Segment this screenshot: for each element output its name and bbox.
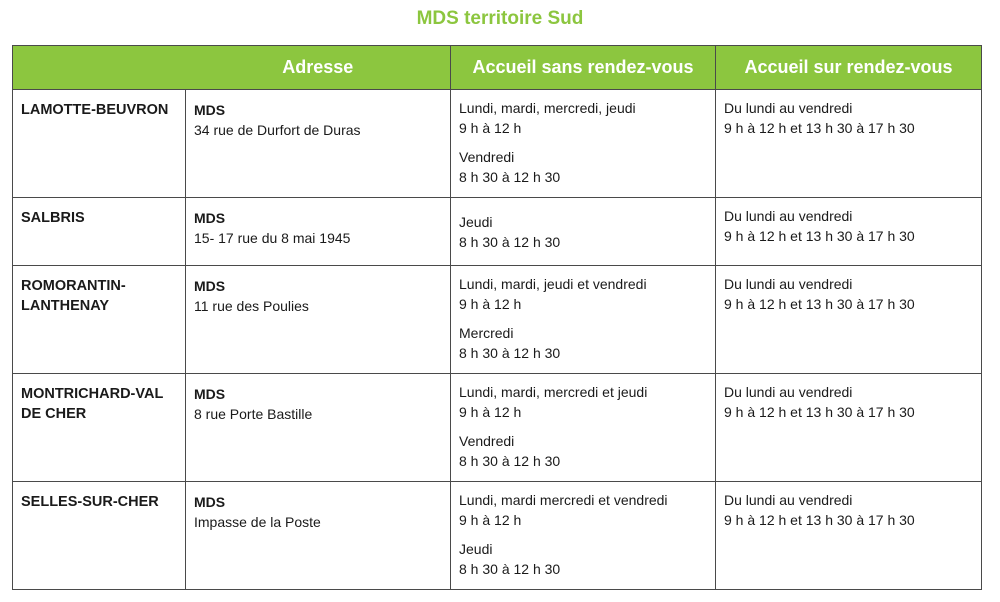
- office-label: MDS: [194, 210, 226, 226]
- city-cell: MONTRICHARD-VAL DE CHER: [13, 374, 186, 482]
- street-address: 34 rue de Durfort de Duras: [194, 122, 361, 138]
- city-cell: LAMOTTE-BEUVRON: [13, 90, 186, 198]
- appointment-days: Du lundi au vendredi: [724, 100, 853, 116]
- address-cell: [186, 266, 451, 374]
- appointment-hours: 9 h à 12 h et 13 h 30 à 17 h 30: [724, 120, 915, 136]
- walk-in-cell: [451, 266, 716, 374]
- city-cell: ROMORANTIN-LANTHENAY: [13, 266, 186, 374]
- walk-in-days: Vendredi: [459, 149, 515, 165]
- schedule-table: [12, 45, 982, 590]
- walk-in-days: Vendredi: [459, 433, 515, 449]
- appointment-days: Du lundi au vendredi: [724, 276, 853, 292]
- appointment-hours: 9 h à 12 h et 13 h 30 à 17 h 30: [724, 404, 915, 420]
- office-label: MDS: [194, 494, 226, 510]
- walk-in-hours: 8 h 30 à 12 h 30: [459, 233, 561, 250]
- walk-in-hours: 9 h à 12 h: [459, 296, 522, 312]
- walk-in-hours: 9 h à 12 h: [459, 404, 522, 420]
- address-cell: [186, 482, 451, 590]
- walk-in-hours: 8 h 30 à 12 h 30: [459, 169, 561, 185]
- address-cell: [186, 198, 451, 266]
- appointment-hours: 9 h à 12 h et 13 h 30 à 17 h 30: [724, 512, 915, 528]
- walk-in-cell: [451, 198, 716, 266]
- street-address: 15- 17 rue du 8 mai 1945: [194, 230, 351, 246]
- walk-in-cell: [451, 374, 716, 482]
- appointment-days: Du lundi au vendredi: [724, 208, 853, 224]
- table-row: [13, 482, 982, 590]
- street-address: 8 rue Porte Bastille: [194, 406, 313, 422]
- appointment-cell: [716, 482, 982, 590]
- table-row: [13, 266, 982, 374]
- header-address: Adresse: [186, 46, 451, 90]
- walk-in-days: Lundi, mardi, mercredi, jeudi: [459, 100, 636, 116]
- address-cell: [186, 90, 451, 198]
- walk-in-cell: [451, 90, 716, 198]
- appointment-days: Du lundi au vendredi: [724, 384, 853, 400]
- table-row: [13, 198, 982, 266]
- appointment-cell: [716, 198, 982, 266]
- header-appointment: Accueil sur rendez-vous: [716, 46, 982, 90]
- walk-in-hours: 8 h 30 à 12 h 30: [459, 345, 561, 361]
- address-cell: [186, 374, 451, 482]
- city-cell: SELLES-SUR-CHER: [13, 482, 186, 590]
- appointment-days: Du lundi au vendredi: [724, 492, 853, 508]
- walk-in-days: Jeudi: [459, 213, 493, 230]
- header-walk-in: Accueil sans rendez-vous: [451, 46, 716, 90]
- table-header-row: [13, 46, 982, 90]
- street-address: Impasse de la Poste: [194, 514, 321, 530]
- appointment-cell: [716, 374, 982, 482]
- appointment-hours: 9 h à 12 h et 13 h 30 à 17 h 30: [724, 228, 915, 244]
- walk-in-days: Lundi, mardi mercredi et vendredi: [459, 492, 668, 508]
- office-label: MDS: [194, 386, 226, 402]
- walk-in-hours: 8 h 30 à 12 h 30: [459, 561, 561, 577]
- table-row: [13, 90, 982, 198]
- office-label: MDS: [194, 102, 226, 118]
- page-title: MDS territoire Sud: [416, 8, 584, 29]
- table-row: [13, 374, 982, 482]
- street-address: 11 rue des Poulies: [194, 298, 309, 314]
- walk-in-days: Jeudi: [459, 541, 493, 557]
- walk-in-cell: [451, 482, 716, 590]
- walk-in-hours: 8 h 30 à 12 h 30: [459, 453, 561, 469]
- city-cell: SALBRIS: [13, 198, 186, 266]
- appointment-hours: 9 h à 12 h et 13 h 30 à 17 h 30: [724, 296, 915, 312]
- walk-in-hours: 9 h à 12 h: [459, 120, 522, 136]
- walk-in-days: Lundi, mardi, mercredi et jeudi: [459, 384, 648, 400]
- appointment-cell: [716, 266, 982, 374]
- walk-in-days: Mercredi: [459, 325, 514, 341]
- header-blank-cell: [13, 46, 186, 90]
- walk-in-hours: 9 h à 12 h: [459, 512, 522, 528]
- appointment-cell: [716, 90, 982, 198]
- office-label: MDS: [194, 278, 226, 294]
- walk-in-days: Lundi, mardi, jeudi et vendredi: [459, 276, 647, 292]
